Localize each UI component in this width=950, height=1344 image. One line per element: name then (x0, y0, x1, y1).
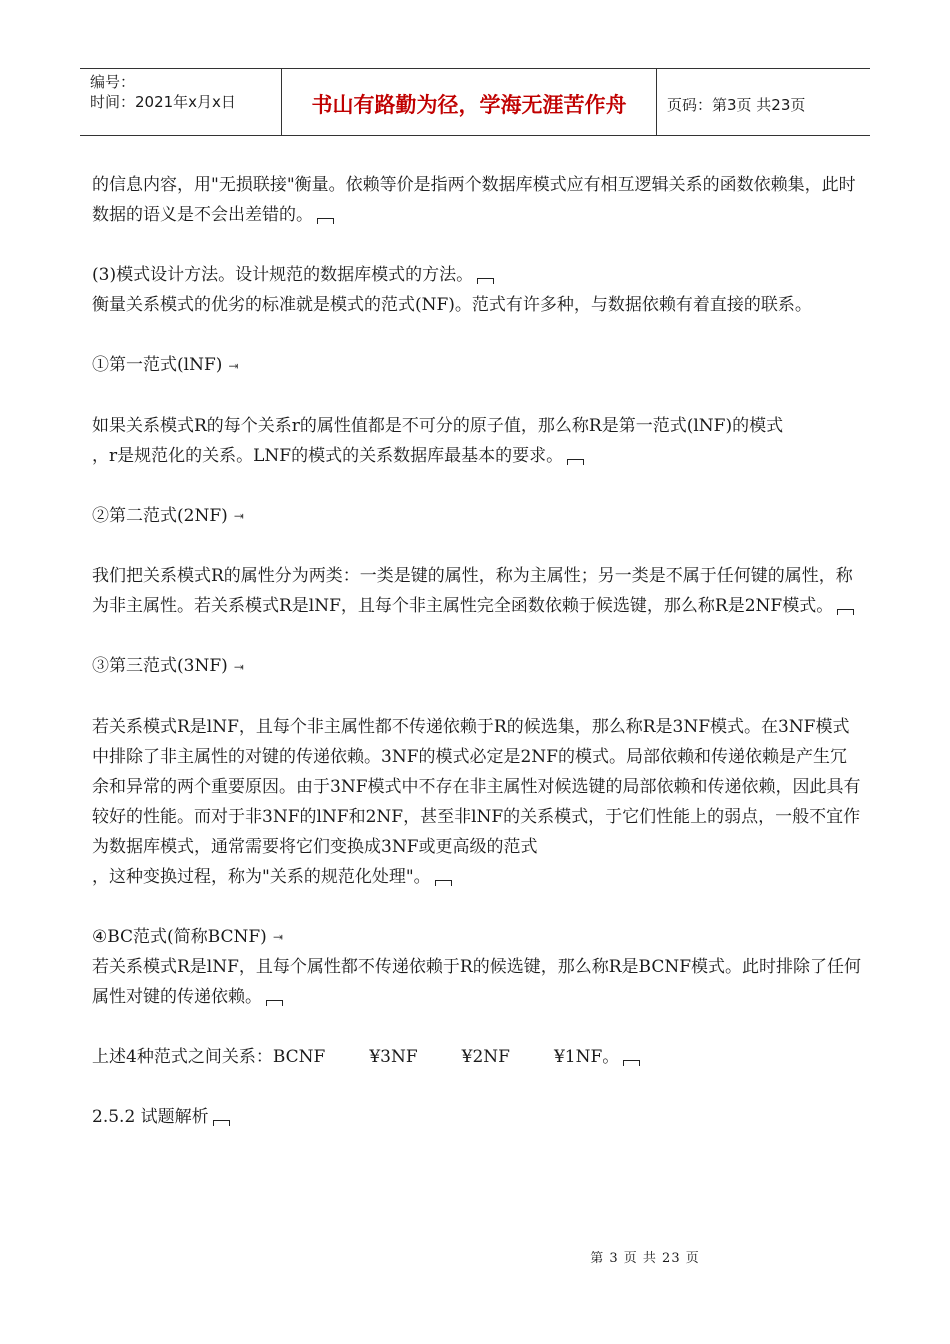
paragraph-mark-icon (477, 278, 494, 284)
paragraph-mark-icon (266, 1000, 283, 1006)
paragraph-mark-icon (567, 459, 584, 465)
normal-form-relation: 上述4种范式之间关系：BCNF ¥3NF ¥2NF ¥1NF。 (92, 1042, 862, 1072)
header-meta (80, 69, 282, 135)
tab-mark-icon: ⇥ (233, 659, 244, 674)
section-heading-bcnf: ④BC范式(简称BCNF) ⇥ (92, 922, 862, 953)
paragraph-mark-icon (317, 218, 334, 224)
page-header (80, 68, 870, 136)
paragraph: 的信息内容，用"无损联接"衡量。依赖等价是指两个数据库模式应有相互逻辑关系的函数依赖集，此时数据的语义是不会出差错的。 (92, 175, 856, 225)
paragraph: 如果关系模式R的每个关系r的属性值都是不可分的原子值，那么称R是第一范式(lNF)的模式 (92, 415, 784, 436)
paragraph: 若关系模式R是lNF，且每个非主属性都不传递依赖于R的候选集，那么称R是3NF模式。在3NF模式中排除了非主属性的对键的传递依赖。3NF的模式必定是2NF的模式。局部依赖和传递依赖是产生冗余和异常的两个重要原因。由于3NF模式中不存在非主属性对候选键的局部依赖和传递依赖，因此具有较好的性能。而对于非3NF的lNF和2NF，甚至非lNF的关系模式，于它们性能上的弱点，一般不宜作为数据库模式，通常需要将它们变换成3NF或更高级的范式 (92, 716, 861, 857)
document-number-label: 编号： (90, 73, 136, 91)
page-footer: 第 3 页 共 23 页 (590, 1251, 700, 1266)
tab-mark-icon: ⇥ (228, 358, 239, 373)
paragraph: 若关系模式R是lNF，且每个属性都不传递依赖于R的候选键，那么称R是BCNF模式。此时排除了任何属性对键的传递依赖。 (92, 957, 861, 1007)
paragraph: 衡量关系模式的优劣的标准就是模式的范式(NF)。范式有许多种，与数据依赖有着直接的联系。 (92, 295, 812, 315)
paragraph-mark-icon (213, 1120, 230, 1126)
document-time-label: 时间：2021年x月x日 (90, 93, 236, 111)
paragraph-mark-icon (837, 609, 854, 615)
header-page-label: 页码：第3页 共23页 (667, 95, 806, 114)
tab-mark-icon: ⇥ (272, 930, 283, 944)
paragraph: (3)模式设计方法。设计规范的数据库模式的方法。 (92, 260, 862, 290)
paragraph: 我们把关系模式R的属性分为两类：一类是键的属性，称为主属性；另一类是不属于任何键的属性，称为非主属性。若关系模式R是lNF，且每个非主属性完全函数依赖于候选键，那么称R是2NF模式。 (92, 566, 853, 616)
header-motto: 书山有路勤为径，学海无涯苦作舟 (282, 69, 657, 135)
paragraph-mark-icon (623, 1060, 640, 1066)
section-heading-1nf: ①第一范式(lNF) ⇥ (92, 350, 862, 381)
section-heading-2nf: ②第二范式(2NF) ⇥ (92, 501, 862, 532)
paragraph: ，这种变换过程，称为"关系的规范化处理"。 (92, 862, 862, 892)
tab-mark-icon: ⇥ (233, 509, 244, 523)
section-heading-exercise: 2.5.2 试题解析 (92, 1102, 862, 1132)
paragraph: ，r是规范化的关系。LNF的模式的关系数据库最基本的要求。 (92, 441, 862, 471)
paragraph-mark-icon (435, 880, 452, 886)
document-body (92, 170, 862, 1132)
section-heading-3nf: ③第三范式(3NF) ⇥ (92, 651, 862, 682)
